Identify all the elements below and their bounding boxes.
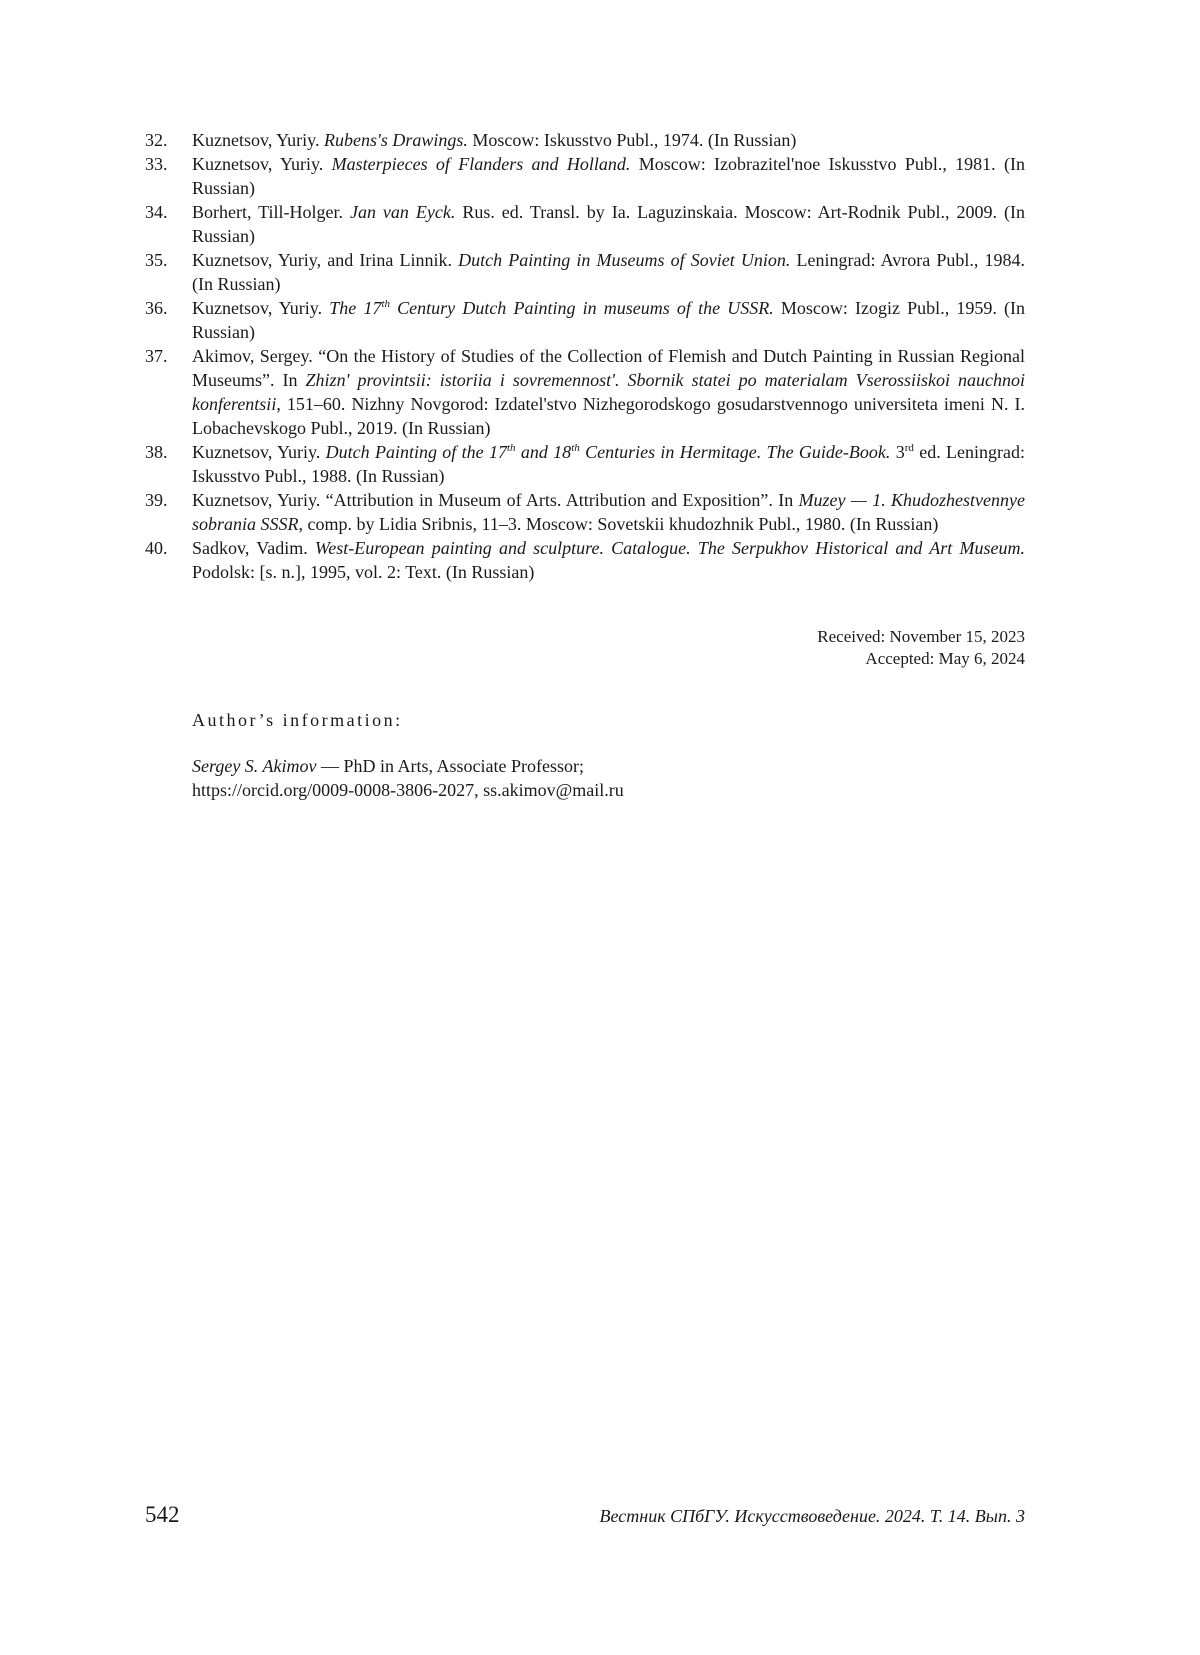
- page-number: 542: [145, 1502, 180, 1527]
- reference-text-part: Muzey — 1. Khudozhestvennye sobrania SSSR: [192, 490, 1025, 534]
- author-name: Sergey S. Akimov: [192, 756, 317, 776]
- reference-text-part: Century Dutch Painting in museums of the USSR.: [390, 298, 774, 318]
- reference-text-part: th: [571, 442, 580, 454]
- reference-text-part: Masterpieces of Flanders and Holland.: [331, 154, 631, 174]
- reference-text: [192, 128, 1025, 152]
- reference-item: [145, 344, 1025, 440]
- reference-number: 32.: [145, 130, 168, 150]
- reference-item: [145, 200, 1025, 248]
- reference-text-part: Sadkov, Vadim.: [192, 538, 315, 558]
- reference-text-part: Kuznetsov, Yuriy.: [192, 442, 326, 462]
- reference-text-part: rd: [904, 442, 914, 454]
- reference-text: [192, 488, 1025, 536]
- reference-text: [192, 536, 1025, 584]
- reference-text-part: Rubens's Drawings.: [323, 130, 468, 150]
- reference-text-part: Kuznetsov, Yuriy. “Attribution in Museum of Arts. Attribution and Exposition”. In: [192, 490, 799, 510]
- reference-text-part: Centuries in Hermitage. The Guide-Book.: [579, 442, 891, 462]
- author-contacts: https://orcid.org/0009-0008-3806-2027, ss.akimov@mail.ru: [192, 780, 624, 800]
- reference-text-part: Kuznetsov, Yuriy.: [192, 154, 332, 174]
- reference-number: 34.: [145, 202, 168, 222]
- reference-text-part: West-European painting and sculpture. Catalogue. The Serpukhov Historical and Art Museum.: [314, 538, 1025, 558]
- reference-item: [145, 488, 1025, 536]
- reference-text: [192, 296, 1025, 344]
- reference-text-part: Moscow: Iskusstvo Publ., 1974. (In Russian): [467, 130, 797, 150]
- submission-dates: [817, 626, 1025, 670]
- reference-list: [145, 128, 1025, 584]
- reference-text-part: Rus. ed. Transl. by Ia. Laguzinskaia. Moscow: Art-Rodnik Publ., 2009. (In Russian): [192, 202, 1025, 246]
- reference-text: [192, 440, 1025, 488]
- reference-text-part: Dutch Painting in Museums of Soviet Union.: [458, 250, 791, 270]
- reference-text-part: th: [381, 298, 391, 310]
- reference-text: [192, 248, 1025, 296]
- reference-text-part: 3: [890, 442, 905, 462]
- author-info: [192, 754, 624, 802]
- reference-text-part: Kuznetsov, Yuriy, and Irina Linnik.: [192, 250, 459, 270]
- reference-text-part: and 18: [515, 442, 572, 462]
- reference-number: 39.: [145, 490, 168, 510]
- reference-text-part: , comp. by Lidia Sribnis, 11–3. Moscow: Sovetskii khudozhnik Publ., 1980. (In Russian): [298, 514, 939, 534]
- accepted-date: Accepted: May 6, 2024: [865, 649, 1025, 668]
- reference-number: 33.: [145, 154, 168, 174]
- reference-item: [145, 128, 1025, 152]
- reference-text: [192, 152, 1025, 200]
- reference-text-part: , 151–60. Nizhny Novgorod: Izdatel'stvo Nizhegorodskogo gosudarstvennogo universiteta imeni N. I. Lobachevskogo Publ., 2019. (In Russian): [192, 394, 1025, 438]
- reference-text-part: The 17: [329, 298, 382, 318]
- reference-text: [192, 200, 1025, 248]
- reference-text-part: ed. Leningrad: Iskusstvo Publ., 1988. (In Russian): [192, 442, 1025, 486]
- reference-number: 37.: [145, 346, 168, 366]
- reference-text-part: Kuznetsov, Yuriy.: [192, 130, 324, 150]
- reference-number: 36.: [145, 298, 168, 318]
- reference-text-part: Kuznetsov, Yuriy.: [192, 298, 330, 318]
- journal-footer: Вестник СПбГУ. Искусствоведение. 2024. Т. 14. Вып. 3: [599, 1506, 1025, 1526]
- reference-number: 35.: [145, 250, 168, 270]
- reference-text: [192, 344, 1025, 440]
- author-line: [192, 754, 624, 778]
- reference-text-part: Moscow: Izogiz Publ., 1959. (In Russian): [192, 298, 1025, 342]
- reference-item: [145, 248, 1025, 296]
- reference-text-part: Dutch Painting of the 17: [325, 442, 507, 462]
- reference-text-part: Podolsk: [s. n.], 1995, vol. 2: Text. (In Russian): [192, 562, 535, 582]
- reference-text-part: Moscow: Izobrazitel'noe Iskusstvo Publ., 1981. (In Russian): [192, 154, 1025, 198]
- reference-item: [145, 536, 1025, 584]
- reference-text-part: Borhert, Till-Holger.: [192, 202, 350, 222]
- author-info-heading: Author’s information:: [192, 710, 403, 730]
- reference-text-part: Leningrad: Avrora Publ., 1984. (In Russian): [192, 250, 1025, 294]
- reference-item: [145, 440, 1025, 488]
- reference-text-part: Zhizn' provintsii: istoriia i sovremennost'. Sbornik statei po materialam Vserossiiskoi nauchnoi konferentsii: [192, 370, 1025, 414]
- reference-number: 40.: [145, 538, 168, 558]
- received-date: Received: November 15, 2023: [817, 627, 1025, 646]
- reference-text-part: th: [506, 442, 516, 454]
- reference-text-part: Jan van Eyck.: [349, 202, 456, 222]
- reference-number: 38.: [145, 442, 168, 462]
- author-title: — PhD in Arts, Associate Professor;: [316, 756, 584, 776]
- reference-item: [145, 296, 1025, 344]
- reference-text-part: Akimov, Sergey. “On the History of Studies of the Collection of Flemish and Dutch Painting in Russian Regional Museums”. In: [192, 346, 1025, 390]
- reference-item: [145, 152, 1025, 200]
